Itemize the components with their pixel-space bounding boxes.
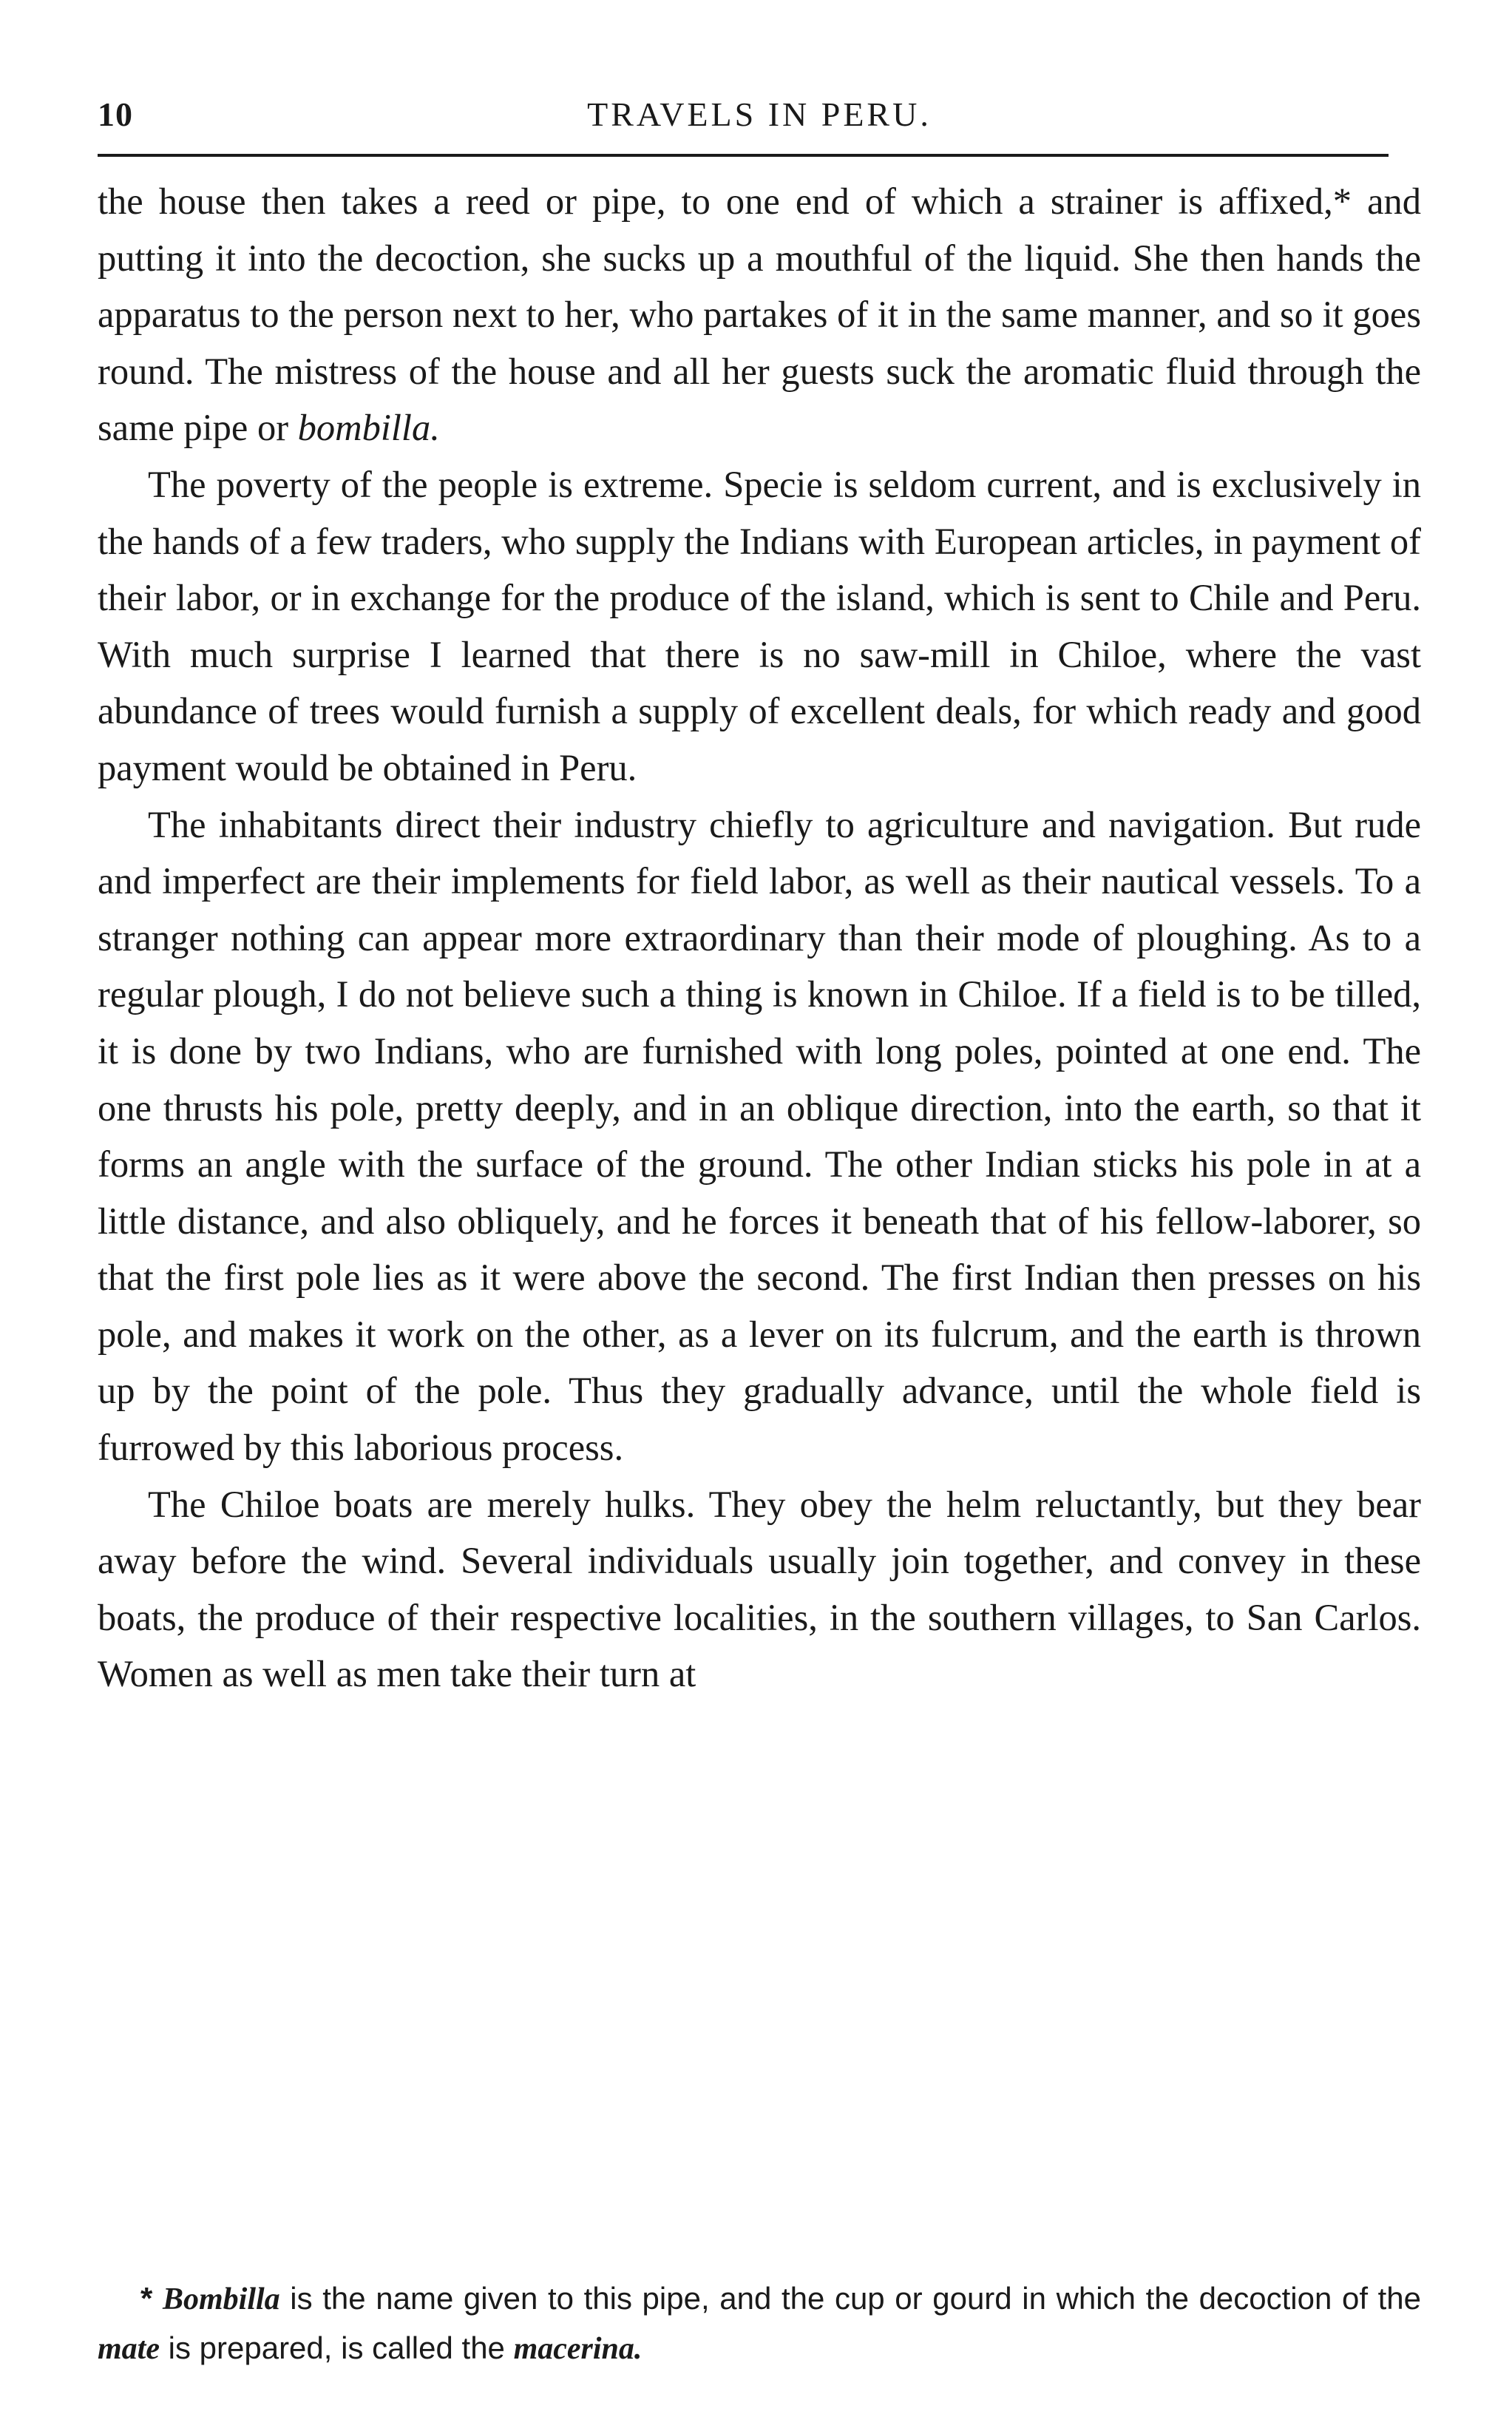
footnote-term-bombilla: Bombilla (162, 2282, 280, 2316)
page-number: 10 (98, 95, 133, 133)
paragraph-3: The inhabitants direct their industry chiefly to agriculture and navigation. But rude and imperfect are their implements for field labor, as well as their nautical vessels. To a stranger nothing can appear more extraordinary than their mode of ploughing. As to a regular plough, I do not believe such a thing is known in Chiloe. If a field is to be tilled, it is done by two Indians, who are furnished with long poles, pointed at one end. The one thrusts his pole, pretty deeply, and in an oblique direction, into the earth, so that it forms an angle with the surface of the ground. The other Indian sticks his pole in at a little distance, and also obliquely, and he forces it beneath that of his fellow-laborer, so that the first pole lies as it were above the second. The first Indian then presses on his pole, and makes it work on the other, as a lever on its fulcrum, and the earth is thrown up by the point of the pole. Thus they gradually advance, until the whole field is furrowed by this laborious process. (98, 803, 1421, 1469)
footnote (98, 2274, 1421, 2373)
footnote-mark: * (140, 2281, 153, 2316)
paragraph-1-text: the house then takes a reed or pipe, to one end of which a strainer is affixed,* and putting it into the decoction, she sucks up a mouthful of the liquid. She then hands the apparatus to the person next to her, who partakes of it in the same manner, and so it goes round. The mistress of the house and all her guests suck the aromatic fluid through the same pipe or (98, 180, 1421, 449)
paragraph-2: The poverty of the people is extreme. Specie is seldom current, and is exclusively in the hands of a few traders, who supply the Indians with European articles, in payment of their labor, or in exchange for the produce of the island, which is sent to Chile and Peru. With much surprise I learned that there is no saw-mill in Chiloe, where the vast abundance of trees would furnish a supply of excellent deals, for which ready and good payment would be obtained in Peru. (98, 463, 1421, 788)
footnote-section (98, 2274, 1421, 2373)
paragraph-4: The Chiloe boats are merely hulks. They obey the helm reluctantly, but they bear away before the wind. Several individuals usually join together, and convey in these boats, the produce of their respective localities, in the southern villages, to San Carlos. Women as well as men take their turn at (98, 1483, 1421, 1695)
footnote-term-macerina: macerina. (513, 2332, 643, 2366)
paragraph-1 (98, 173, 1421, 456)
page-header (98, 89, 1421, 148)
header-rule (98, 154, 1389, 157)
running-title: TRAVELS IN PERU. (587, 95, 932, 133)
footnote-text-2: is prepared, is called the (159, 2330, 514, 2365)
body-text (98, 173, 1421, 1703)
footnote-text-1: is the name given to this pipe, and the cup or gourd in which the decoction of the (279, 2281, 1421, 2316)
paragraph-1-italic-term: bombilla. (297, 407, 440, 449)
footnote-term-mate: mate (98, 2332, 160, 2366)
book-page (98, 89, 1421, 1703)
